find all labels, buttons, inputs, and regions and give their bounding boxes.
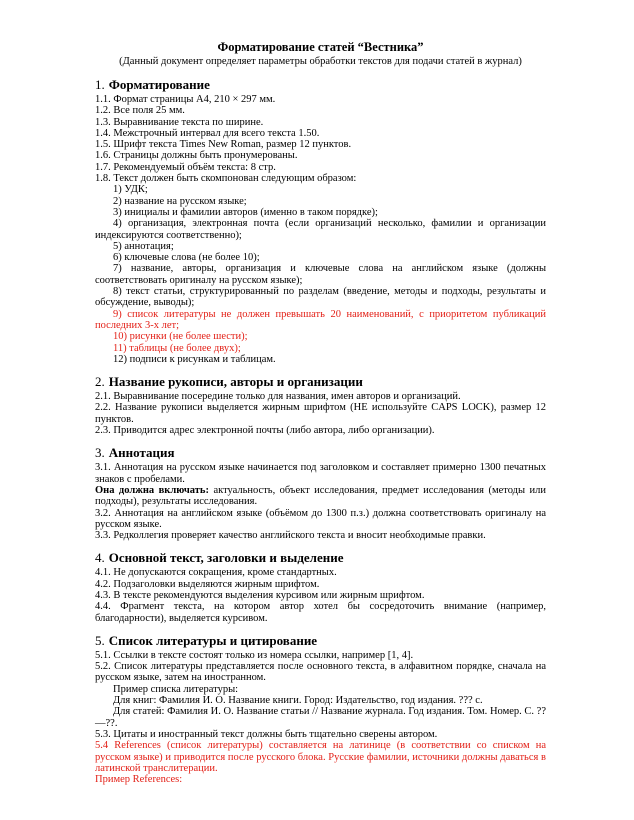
para-3-must-include bbox=[95, 485, 546, 508]
para-1-7: 1.7. Рекомендуемый объём текста: 8 стр. bbox=[95, 161, 276, 173]
list-item-organization: 4) организация, электронная почта (если организаций несколько, фамилии и организации индексируются соответственно); bbox=[95, 218, 546, 241]
list-item-keywords: 6) ключевые слова (не более 10); bbox=[113, 252, 260, 264]
section-3-title: Аннотация bbox=[108, 445, 175, 461]
para-5-4-references: 5.4 References (список литературы) составляется на латинице (в соответствии со списком на русском языке) и приводится после русского блока. Русские фамилии, источники должны даваться в латинской транслитерации. bbox=[95, 740, 546, 774]
document-header bbox=[95, 40, 546, 68]
section-manuscript-title bbox=[95, 374, 546, 436]
para-articles-format: Для статей: Фамилия И. О. Название статьи // Название журнала. Год издания. Том. Номер. С. ??—??. bbox=[95, 706, 546, 729]
section-1-heading bbox=[95, 77, 546, 92]
para-1-2: 1.2. Все поля 25 мм. bbox=[95, 105, 185, 117]
section-4-heading bbox=[95, 550, 546, 565]
para-1-6: 1.6. Страницы должны быть пронумерованы. bbox=[95, 150, 298, 162]
para-5-3: 5.3. Цитаты и иностранный текст должны быть тщательно сверены автором. bbox=[95, 728, 438, 740]
para-1-8: 1.8. Текст должен быть скомпонован следующим образом: bbox=[95, 173, 357, 185]
section-bibliography bbox=[95, 633, 546, 786]
list-item-authors: 3) инициалы и фамилии авторов (именно в таком порядке); bbox=[113, 206, 378, 218]
para-3-3: 3.3. Редколлегия проверяет качество английского текста и вносит необходимые правки. bbox=[95, 530, 486, 542]
section-formatting bbox=[95, 77, 546, 365]
para-books-format: Для книг: Фамилия И. О. Название книги. Город: Издательство, год издания. ??? с. bbox=[113, 695, 483, 707]
section-4-title: Основной текст, заголовки и выделение bbox=[108, 550, 344, 566]
list-item-english-block: 7) название, авторы, организация и ключевые слова на английском языке (должны соответствовать оригиналу на русском языке); bbox=[95, 263, 546, 286]
section-5-heading bbox=[95, 633, 546, 648]
para-5-1: 5.1. Ссылки в тексте состоят только из номера ссылки, например [1, 4]. bbox=[95, 649, 414, 661]
list-item-tables-limit: 11) таблицы (не более двух); bbox=[113, 342, 241, 354]
section-1-title: Форматирование bbox=[108, 77, 210, 92]
section-1-number: 1. bbox=[95, 77, 105, 92]
para-2-2: 2.2. Название рукописи выделяется жирным шрифтом (НЕ используйте CAPS LOCK), размер 12 пунктов. bbox=[95, 402, 546, 425]
para-3-1: 3.1. Аннотация на русском языке начинается под заголовком и составляет примерно 1300 печатных знаков с пробелами. bbox=[95, 462, 546, 485]
document-title: Форматирование статей “Вестника” bbox=[217, 40, 424, 54]
para-3-2: 3.2. Аннотация на английском языке (объёмом до 1300 п.з.) должна соответствовать оригиналу на русском языке. bbox=[95, 507, 546, 530]
para-4-2: 4.2. Подзаголовки выделяются жирным шрифтом. bbox=[95, 578, 320, 590]
list-item-captions: 12) подписи к рисункам и таблицам. bbox=[113, 353, 276, 365]
list-item-udk: 1) УДК; bbox=[113, 184, 148, 196]
list-item-article-text: 8) текст статьи, структурированный по разделам (введение, методы и подходы, результаты и обсуждение, выводы); bbox=[95, 286, 546, 309]
para-3-must-include-text: актуальность, объект исследования, предмет исследования (методы или подходы), результаты исследования. bbox=[95, 484, 546, 508]
list-item-references-limit: 9) список литературы не должен превышать 20 наименований, с приоритетом публикаций последних 3-х лет; bbox=[95, 308, 546, 331]
section-5-title: Список литературы и цитирование bbox=[108, 632, 318, 648]
para-example-list: Пример списка литературы: bbox=[113, 683, 239, 695]
section-2-number: 2. bbox=[95, 374, 105, 390]
para-3-must-include-lead: Она должна включать: bbox=[95, 484, 209, 496]
section-3-number: 3. bbox=[95, 445, 105, 461]
para-5-2: 5.2. Список литературы представляется после основного текста, в алфавитном порядке, сначала на русском языке, затем на иностранном. bbox=[95, 661, 546, 684]
section-2-title: Название рукописи, авторы и организации bbox=[108, 374, 363, 390]
para-1-3: 1.3. Выравнивание текста по ширине. bbox=[95, 116, 264, 128]
section-annotation bbox=[95, 445, 546, 541]
section-5-number: 5. bbox=[95, 632, 105, 648]
para-2-3: 2.3. Приводится адрес электронной почты (либо автора, либо организации). bbox=[95, 425, 435, 437]
para-4-3: 4.3. В тексте рекомендуются выделения курсивом или жирным шрифтом. bbox=[95, 589, 425, 601]
document-subtitle: (Данный документ определяет параметры обработки текстов для подачи статей в журнал) bbox=[119, 56, 522, 67]
section-main-text bbox=[95, 550, 546, 623]
list-item-annotation: 5) аннотация; bbox=[113, 240, 174, 252]
para-1-5: 1.5. Шрифт текста Times New Roman, размер 12 пунктов. bbox=[95, 139, 352, 151]
list-item-figures-limit: 10) рисунки (не более шести); bbox=[113, 331, 248, 343]
para-4-1: 4.1. Не допускаются сокращения, кроме стандартных. bbox=[95, 567, 337, 579]
list-item-russian-title: 2) название на русском языке; bbox=[113, 195, 247, 207]
para-example-references: Пример References: bbox=[95, 774, 183, 786]
section-3-heading bbox=[95, 445, 546, 460]
section-4-number: 4. bbox=[95, 550, 105, 566]
para-1-4: 1.4. Межстрочный интервал для всего текста 1.50. bbox=[95, 127, 320, 139]
section-2-heading bbox=[95, 374, 546, 389]
para-4-4: 4.4. Фрагмент текста, на котором автор хотел бы сосредоточить внимание (например, благодарности), выделяется курсивом. bbox=[95, 601, 546, 624]
para-2-1: 2.1. Выравнивание посередине только для названия, имен авторов и организаций. bbox=[95, 391, 461, 403]
para-1-1: 1.1. Формат страницы А4, 210 × 297 мм. bbox=[95, 94, 276, 105]
